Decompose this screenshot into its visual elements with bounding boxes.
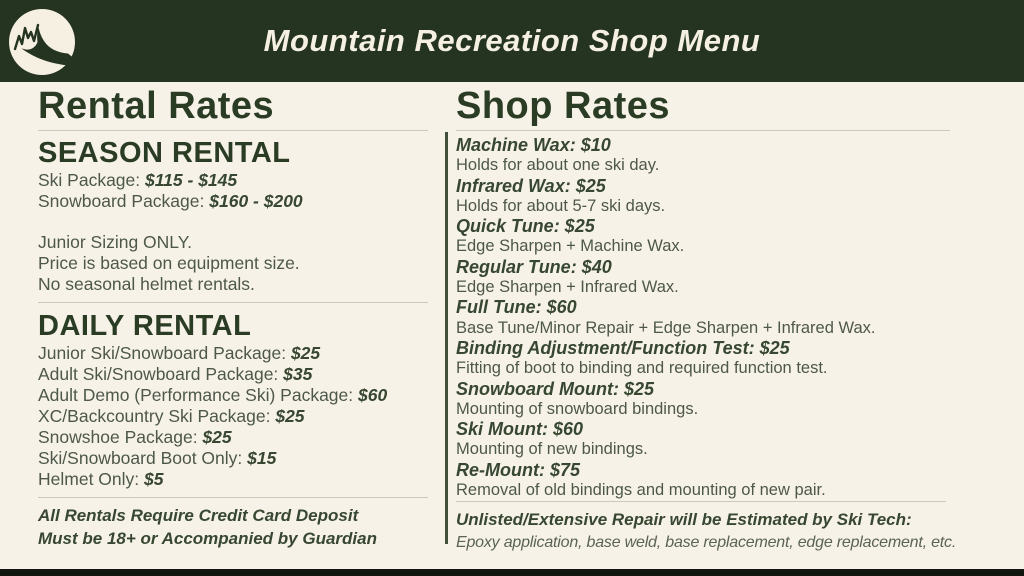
section-divider bbox=[38, 302, 428, 303]
rental-item-price: $160 - $200 bbox=[209, 191, 303, 211]
service-description: Holds for about 5-7 ski days. bbox=[456, 196, 666, 215]
rental-item bbox=[38, 427, 428, 448]
shop-service bbox=[456, 257, 1008, 298]
service-name-price: Snowboard Mount: $25 bbox=[456, 378, 654, 399]
mountain-logo-icon bbox=[8, 8, 76, 76]
rental-item-label: Junior Ski/Snowboard Package: bbox=[38, 343, 287, 363]
service-description: Edge Sharpen + Machine Wax. bbox=[456, 237, 685, 256]
service-description: Mounting of new bindings. bbox=[456, 440, 648, 459]
shop-service bbox=[456, 338, 1008, 379]
rental-item-price: $25 bbox=[290, 343, 321, 363]
rental-item bbox=[38, 406, 428, 427]
rental-item-price: $25 bbox=[275, 406, 305, 426]
rental-item-label: Adult Demo (Performance Ski) Package: bbox=[38, 385, 354, 405]
rental-item-price: $115 - $145 bbox=[145, 170, 238, 190]
rental-note: Price is based on equipment size. bbox=[38, 253, 300, 273]
service-name-price: Re-Mount: $75 bbox=[456, 459, 581, 480]
rental-item-label: Helmet Only: bbox=[38, 469, 140, 489]
bottom-bar bbox=[0, 569, 1024, 576]
service-description: Removal of old bindings and mounting of new pair. bbox=[456, 481, 826, 500]
page-title: Mountain Recreation Shop Menu bbox=[263, 23, 761, 58]
service-description: Mounting of snowboard bindings. bbox=[456, 399, 699, 418]
season-rental-notes bbox=[38, 232, 428, 295]
rental-item-price: $35 bbox=[283, 364, 313, 384]
shop-service bbox=[456, 460, 1008, 501]
section-divider bbox=[38, 497, 428, 498]
column-divider-line bbox=[445, 132, 448, 544]
shop-footer-detail: Epoxy application, base weld, base replacement, edge replacement, etc. bbox=[456, 534, 957, 552]
service-name-price: Machine Wax: $10 bbox=[456, 135, 611, 155]
shop-service bbox=[456, 379, 1008, 420]
menu-content bbox=[0, 82, 1024, 554]
shop-service bbox=[456, 135, 1008, 176]
rental-note: No seasonal helmet rentals. bbox=[38, 274, 255, 294]
rental-item-price: $60 bbox=[358, 385, 388, 405]
rental-item bbox=[38, 343, 428, 364]
rental-footer-line: All Rentals Require Credit Card Deposit bbox=[38, 506, 359, 525]
section-divider bbox=[456, 501, 946, 502]
rental-item bbox=[38, 469, 428, 490]
service-description: Fitting of boot to binding and required function test. bbox=[456, 359, 828, 378]
shop-rates-column bbox=[445, 86, 1008, 554]
rental-rates-column bbox=[38, 86, 428, 554]
service-description: Holds for about one ski day. bbox=[456, 156, 660, 175]
shop-service bbox=[456, 297, 1008, 338]
shop-footer-heading: Unlisted/Extensive Repair will be Estimated by Ski Tech: bbox=[456, 510, 912, 530]
service-name-price: Quick Tune: $25 bbox=[456, 216, 595, 237]
service-name-price: Full Tune: $60 bbox=[456, 297, 577, 318]
rental-item-label: Ski/Snowboard Boot Only: bbox=[38, 448, 243, 468]
rental-item-price: $25 bbox=[202, 427, 232, 447]
service-name-price: Infrared Wax: $25 bbox=[456, 175, 606, 196]
season-rental-heading: SEASON RENTAL bbox=[38, 137, 291, 169]
daily-rental-items bbox=[38, 343, 428, 490]
rental-item-label: Snowshoe Package: bbox=[38, 427, 198, 447]
shop-footer bbox=[456, 508, 1008, 554]
rental-item-label: Ski Package: bbox=[38, 170, 141, 190]
rental-item bbox=[38, 170, 428, 191]
rental-item bbox=[38, 385, 428, 406]
rental-item bbox=[38, 191, 428, 212]
shop-service bbox=[456, 216, 1008, 257]
header bbox=[0, 0, 1024, 82]
shop-services bbox=[456, 135, 1008, 500]
rental-item-label: Snowboard Package: bbox=[38, 191, 205, 211]
rental-item-label: Adult Ski/Snowboard Package: bbox=[38, 364, 279, 384]
shop-service bbox=[456, 176, 1008, 217]
daily-rental-heading: DAILY RENTAL bbox=[38, 310, 252, 342]
rental-footer bbox=[38, 505, 428, 550]
service-description: Base Tune/Minor Repair + Edge Sharpen + Infrared Wax. bbox=[456, 318, 876, 337]
rental-item-price: $15 bbox=[247, 448, 277, 468]
service-name-price: Ski Mount: $60 bbox=[456, 419, 584, 440]
rental-item bbox=[38, 364, 428, 385]
rental-footer-line: Must be 18+ or Accompanied by Guardian bbox=[38, 528, 377, 548]
rental-item-price: $5 bbox=[144, 469, 164, 489]
service-name-price: Binding Adjustment/Function Test: $25 bbox=[456, 337, 790, 358]
rental-note: Junior Sizing ONLY. bbox=[38, 232, 193, 252]
rental-item bbox=[38, 448, 428, 469]
shop-rates-title: Shop Rates bbox=[456, 86, 950, 131]
rental-item-label: XC/Backcountry Ski Package: bbox=[38, 406, 271, 426]
season-rental-items bbox=[38, 170, 428, 212]
rental-rates-title: Rental Rates bbox=[38, 86, 428, 131]
shop-service bbox=[456, 419, 1008, 460]
service-name-price: Regular Tune: $40 bbox=[456, 256, 612, 277]
service-description: Edge Sharpen + Infrared Wax. bbox=[456, 278, 679, 297]
